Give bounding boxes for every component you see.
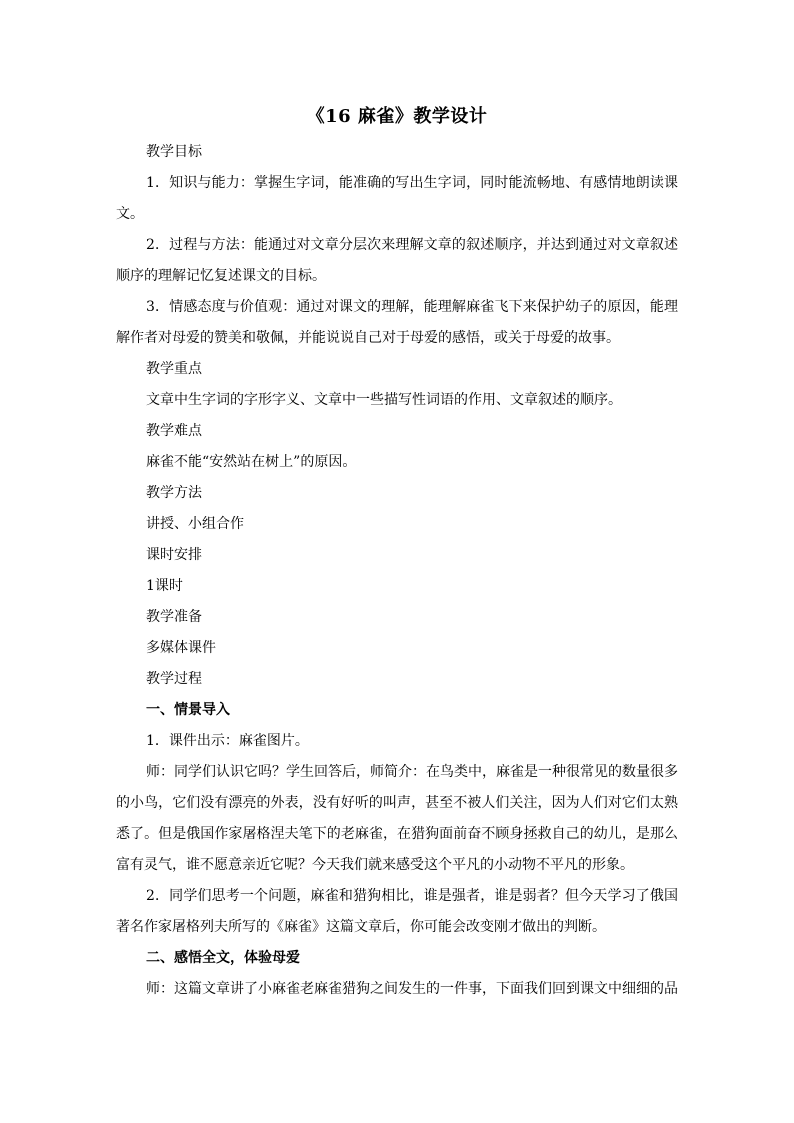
section-heading-objectives: 教学目标 (146, 144, 202, 160)
section-heading-intro: 一、情景导入 (146, 702, 230, 718)
section-heading-preparation: 教学准备 (146, 609, 202, 625)
section-heading-methods: 教学方法 (146, 485, 202, 501)
paragraph-objective-1: 1．知识与能力：掌握生字词，能准确的写出生字词，同时能流畅地、有感情地朗读课文。 (116, 175, 678, 222)
paragraph-schedule: 1课时 (146, 578, 183, 594)
paragraph-key-points: 文章中生字词的字形字义、文章中一些描写性词语的作用、文章叙述的顺序。 (146, 392, 622, 408)
paragraph-intro-1: 1．课件出示：麻雀图片。 (146, 733, 309, 749)
section-heading-process: 教学过程 (146, 671, 202, 687)
paragraph-objective-3: 3．情感态度与价值观：通过对课文的理解，能理解麻雀飞下来保护幼子的原因，能理解作者对母爱的赞美和敬佩，并能说说自己对于母爱的感悟，或关于母爱的故事。 (116, 299, 678, 346)
paragraph-objective-2: 2．过程与方法：能通过对文章分层次来理解文章的叙述顺序，并达到通过对文章叙述顺序的理解记忆复述课文的目标。 (116, 237, 678, 284)
paragraph-intro-teacher: 师：同学们认识它吗？学生回答后，师简介：在鸟类中，麻雀是一种很常见的数量很多的小鸟，它们没有漂亮的外表，没有好听的叫声，甚至不被人们关注，因为人们对它们太熟悉了。但是俄国作家屠格涅夫笔下的老麻雀，在猎狗面前奋不顾身拯救自己的幼儿，是那么富有灵气，谁不愿意亲近它呢？今天我们就来感受这个平凡的小动物不平凡的形象。 (116, 764, 678, 873)
document-title: 《16 麻雀》教学设计 (306, 106, 488, 127)
paragraph-difficulties: 麻雀不能“安然站在树上”的原因。 (146, 454, 357, 470)
paragraph-methods: 讲授、小组合作 (146, 516, 244, 532)
section-heading-schedule: 课时安排 (146, 547, 202, 563)
document-page (116, 103, 678, 1005)
section-heading-key-points: 教学重点 (146, 361, 202, 377)
paragraph-intro-2: 2．同学们思考一个问题，麻雀和猎狗相比，谁是强者，谁是弱者？但今天学习了俄国著名作家屠格列夫所写的《麻雀》这篇文章后，你可能会改变刚才做出的判断。 (116, 888, 678, 935)
paragraph-preparation: 多媒体课件 (146, 640, 216, 656)
section-heading-difficulties: 教学难点 (146, 423, 202, 439)
paragraph-feel-text: 师：这篇文章讲了小麻雀老麻雀猎狗之间发生的一件事，下面我们回到课文中细细的品 (146, 981, 678, 997)
section-heading-feel-text: 二、感悟全文，体验母爱 (146, 950, 300, 966)
